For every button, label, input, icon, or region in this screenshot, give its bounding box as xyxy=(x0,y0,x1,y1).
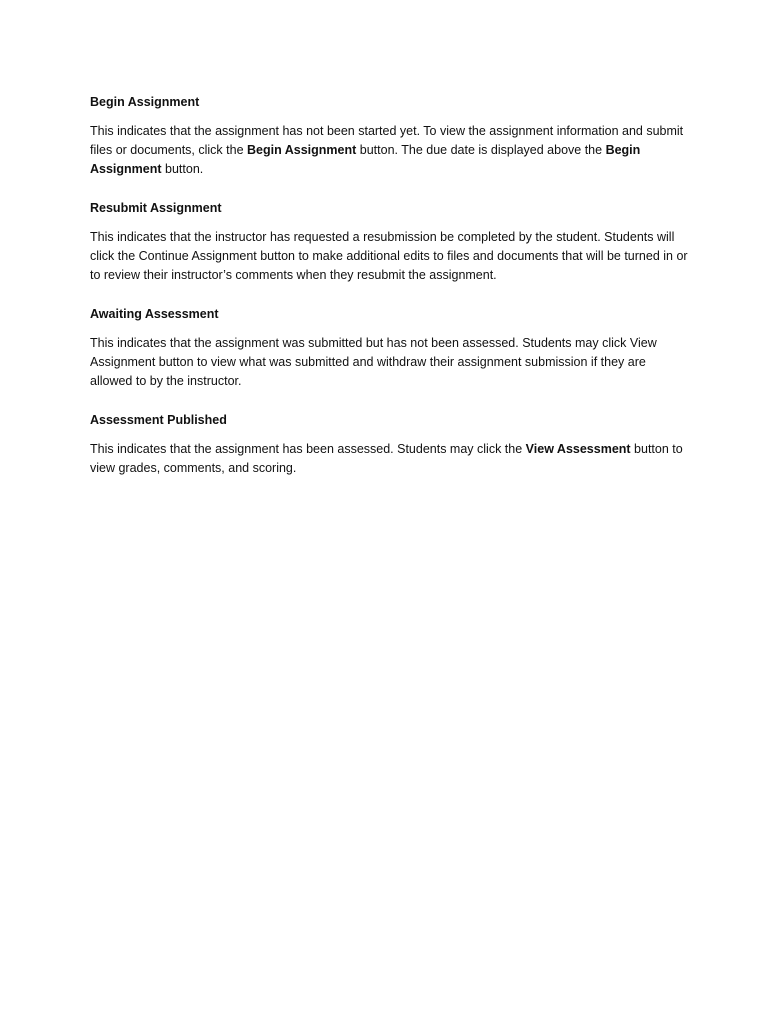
section-body xyxy=(90,440,690,478)
section-assessment-published xyxy=(90,411,690,478)
body-text: This indicates that the assignment has been assessed. Students may click the xyxy=(90,442,526,456)
section-body xyxy=(90,122,690,179)
section-awaiting-assessment xyxy=(90,305,690,391)
body-bold-text: Begin Assignment xyxy=(247,143,357,157)
section-heading: Begin Assignment xyxy=(90,95,200,109)
section-body xyxy=(90,228,690,285)
body-text: This indicates that the assignment has not been started yet. To view the assignment information and submit files or documents, click the xyxy=(90,124,684,157)
section-begin-assignment xyxy=(90,93,690,179)
body-text: This indicates that the instructor has requested a resubmission be completed by the student. Students will click the Continue Assignment button to make additional edits to files and documents that will be turned in or to review their instructor’s comments when they resubmit the assignment. xyxy=(90,230,688,282)
section-body xyxy=(90,334,690,391)
body-bold-text: View Assessment xyxy=(525,442,631,456)
body-text: button. The due date is displayed above the xyxy=(356,143,606,157)
body-bold-text: Begin Assignment xyxy=(90,143,641,176)
section-heading: Resubmit Assignment xyxy=(90,201,222,215)
document-content xyxy=(90,93,690,498)
section-heading: Awaiting Assessment xyxy=(90,307,219,321)
body-text: This indicates that the assignment was submitted but has not been assessed. Students may click View Assignment button to view what was submitted and withdraw their assignment submission if they are allowed to by the instructor. xyxy=(90,336,657,388)
section-resubmit-assignment xyxy=(90,199,690,285)
body-text: button. xyxy=(161,162,204,176)
section-heading: Assessment Published xyxy=(90,413,227,427)
body-text: button to view grades, comments, and scoring. xyxy=(90,442,683,475)
